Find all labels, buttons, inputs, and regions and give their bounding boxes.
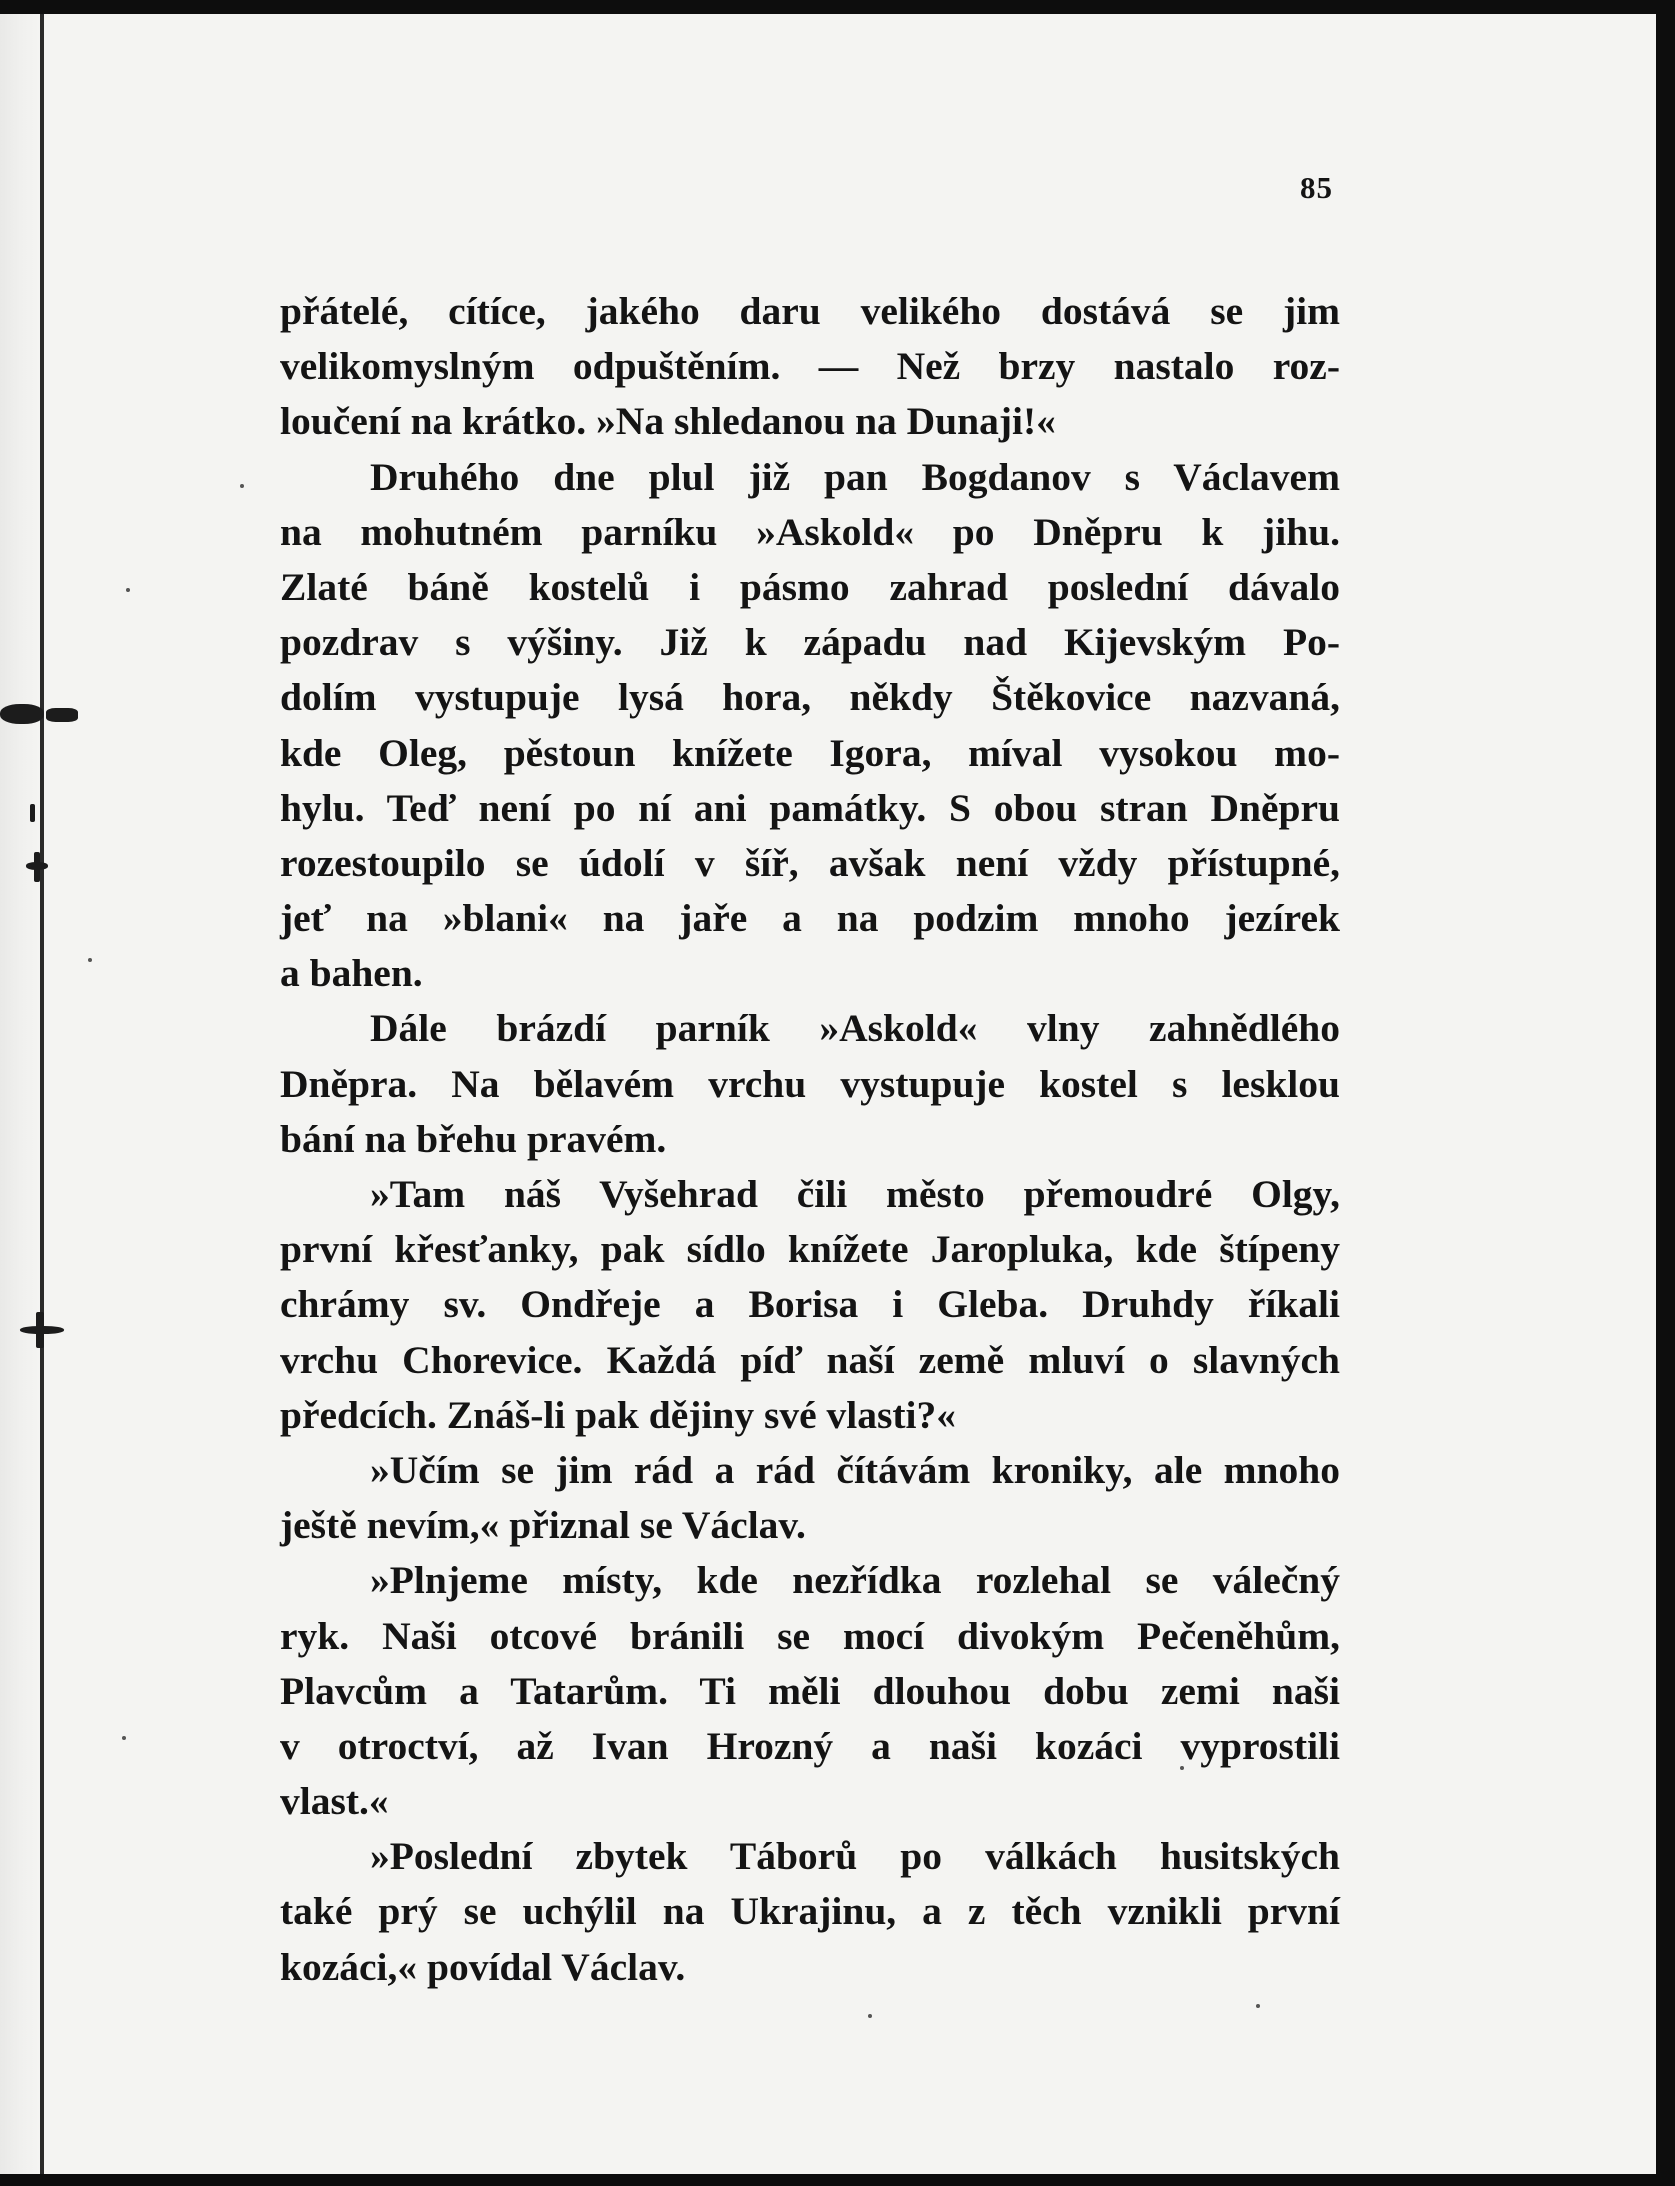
text-line: rozestoupilo se údolí v šíř, avšak není vždy přístupné, bbox=[280, 840, 1340, 885]
paper-speck bbox=[240, 484, 244, 488]
page-margin-strip bbox=[0, 14, 40, 2174]
text-line: »Učím se jim rád a rád čítávám kroniky, ale mnoho bbox=[370, 1447, 1340, 1492]
text-line: první křesťanky, pak sídlo knížete Jaropluka, kde štípeny bbox=[280, 1227, 1340, 1272]
text-line: bání na břehu pravém. bbox=[280, 1116, 667, 1161]
text-line: vlast.« bbox=[280, 1779, 389, 1824]
text-line: Dále brázdí parník »Askold« vlny zahnědlého bbox=[370, 1006, 1340, 1051]
ink-blot-mark bbox=[46, 708, 78, 722]
text-line: loučení na krátko. »Na shledanou na Dunaji!« bbox=[280, 399, 1056, 444]
book-page bbox=[0, 14, 1656, 2174]
body-text bbox=[280, 284, 1340, 1995]
text-line: Zlaté báně kostelů i pásmo zahrad poslední dávalo bbox=[280, 564, 1340, 609]
text-line: »Plnjeme místy, kde nezřídka rozlehal se válečný bbox=[370, 1558, 1340, 1603]
ink-blot-mark bbox=[36, 1312, 44, 1348]
text-line: Druhého dne plul již pan Bogdanov s Václavem bbox=[370, 454, 1340, 499]
paper-speck bbox=[126, 588, 130, 592]
text-line: chrámy sv. Ondřeje a Borisa i Gleba. Druhdy říkali bbox=[280, 1282, 1340, 1327]
binding-edge-line bbox=[40, 14, 44, 2174]
text-line: také prý se uchýlil na Ukrajinu, a z těch vznikli první bbox=[280, 1889, 1340, 1934]
text-line: vrchu Chorevice. Každá píď naší země mluví o slavných bbox=[280, 1337, 1340, 1382]
page-number: 85 bbox=[1300, 170, 1333, 205]
paper-speck bbox=[88, 958, 92, 962]
paper-speck bbox=[122, 1736, 126, 1740]
text-line: Dněpra. Na bělavém vrchu vystupuje kostel s lesklou bbox=[280, 1061, 1340, 1106]
paper-speck bbox=[868, 2014, 872, 2018]
paper-speck bbox=[1256, 2004, 1260, 2008]
text-line: kozáci,« povídal Václav. bbox=[280, 1944, 686, 1989]
text-line: dolím vystupuje lysá hora, někdy Štěkovice nazvaná, bbox=[280, 675, 1340, 720]
text-line: a bahen. bbox=[280, 951, 423, 996]
text-line: velikomyslným odpuštěním. — Než brzy nastalo roz- bbox=[280, 344, 1340, 389]
text-line: Plavcům a Tatarům. Ti měli dlouhou dobu zemi naši bbox=[280, 1668, 1340, 1713]
ink-blot-mark bbox=[34, 852, 40, 882]
text-line: na mohutném parníku »Askold« po Dněpru k jihu. bbox=[280, 509, 1340, 554]
text-line: ryk. Naši otcové bránili se mocí divokým Pečeněhům, bbox=[280, 1613, 1340, 1658]
text-line: předcích. Znáš-li pak dějiny své vlasti?« bbox=[280, 1392, 956, 1437]
text-line: ještě nevím,« přiznal se Václav. bbox=[280, 1503, 806, 1548]
text-line: pozdrav s výšiny. Již k západu nad Kijevským Po- bbox=[280, 620, 1340, 665]
text-line: »Poslední zbytek Táborů po válkách husitských bbox=[370, 1834, 1340, 1879]
text-line: jeť na »blani« na jaře a na podzim mnoho jezírek bbox=[280, 896, 1340, 941]
text-line: kde Oleg, pěstoun knížete Igora, míval vysokou mo- bbox=[280, 730, 1340, 775]
text-line: hylu. Teď není po ní ani památky. S obou stran Dněpru bbox=[280, 785, 1340, 830]
text-line: »Tam náš Vyšehrad čili město přemoudré Olgy, bbox=[370, 1172, 1340, 1216]
ink-blot-mark bbox=[30, 804, 35, 822]
ink-blot-mark bbox=[0, 704, 44, 724]
text-line: přátelé, cítíce, jakého daru velikého dostává se jim bbox=[280, 289, 1340, 333]
text-line: v otroctví, až Ivan Hrozný a naši kozáci vyprostili bbox=[280, 1723, 1340, 1768]
